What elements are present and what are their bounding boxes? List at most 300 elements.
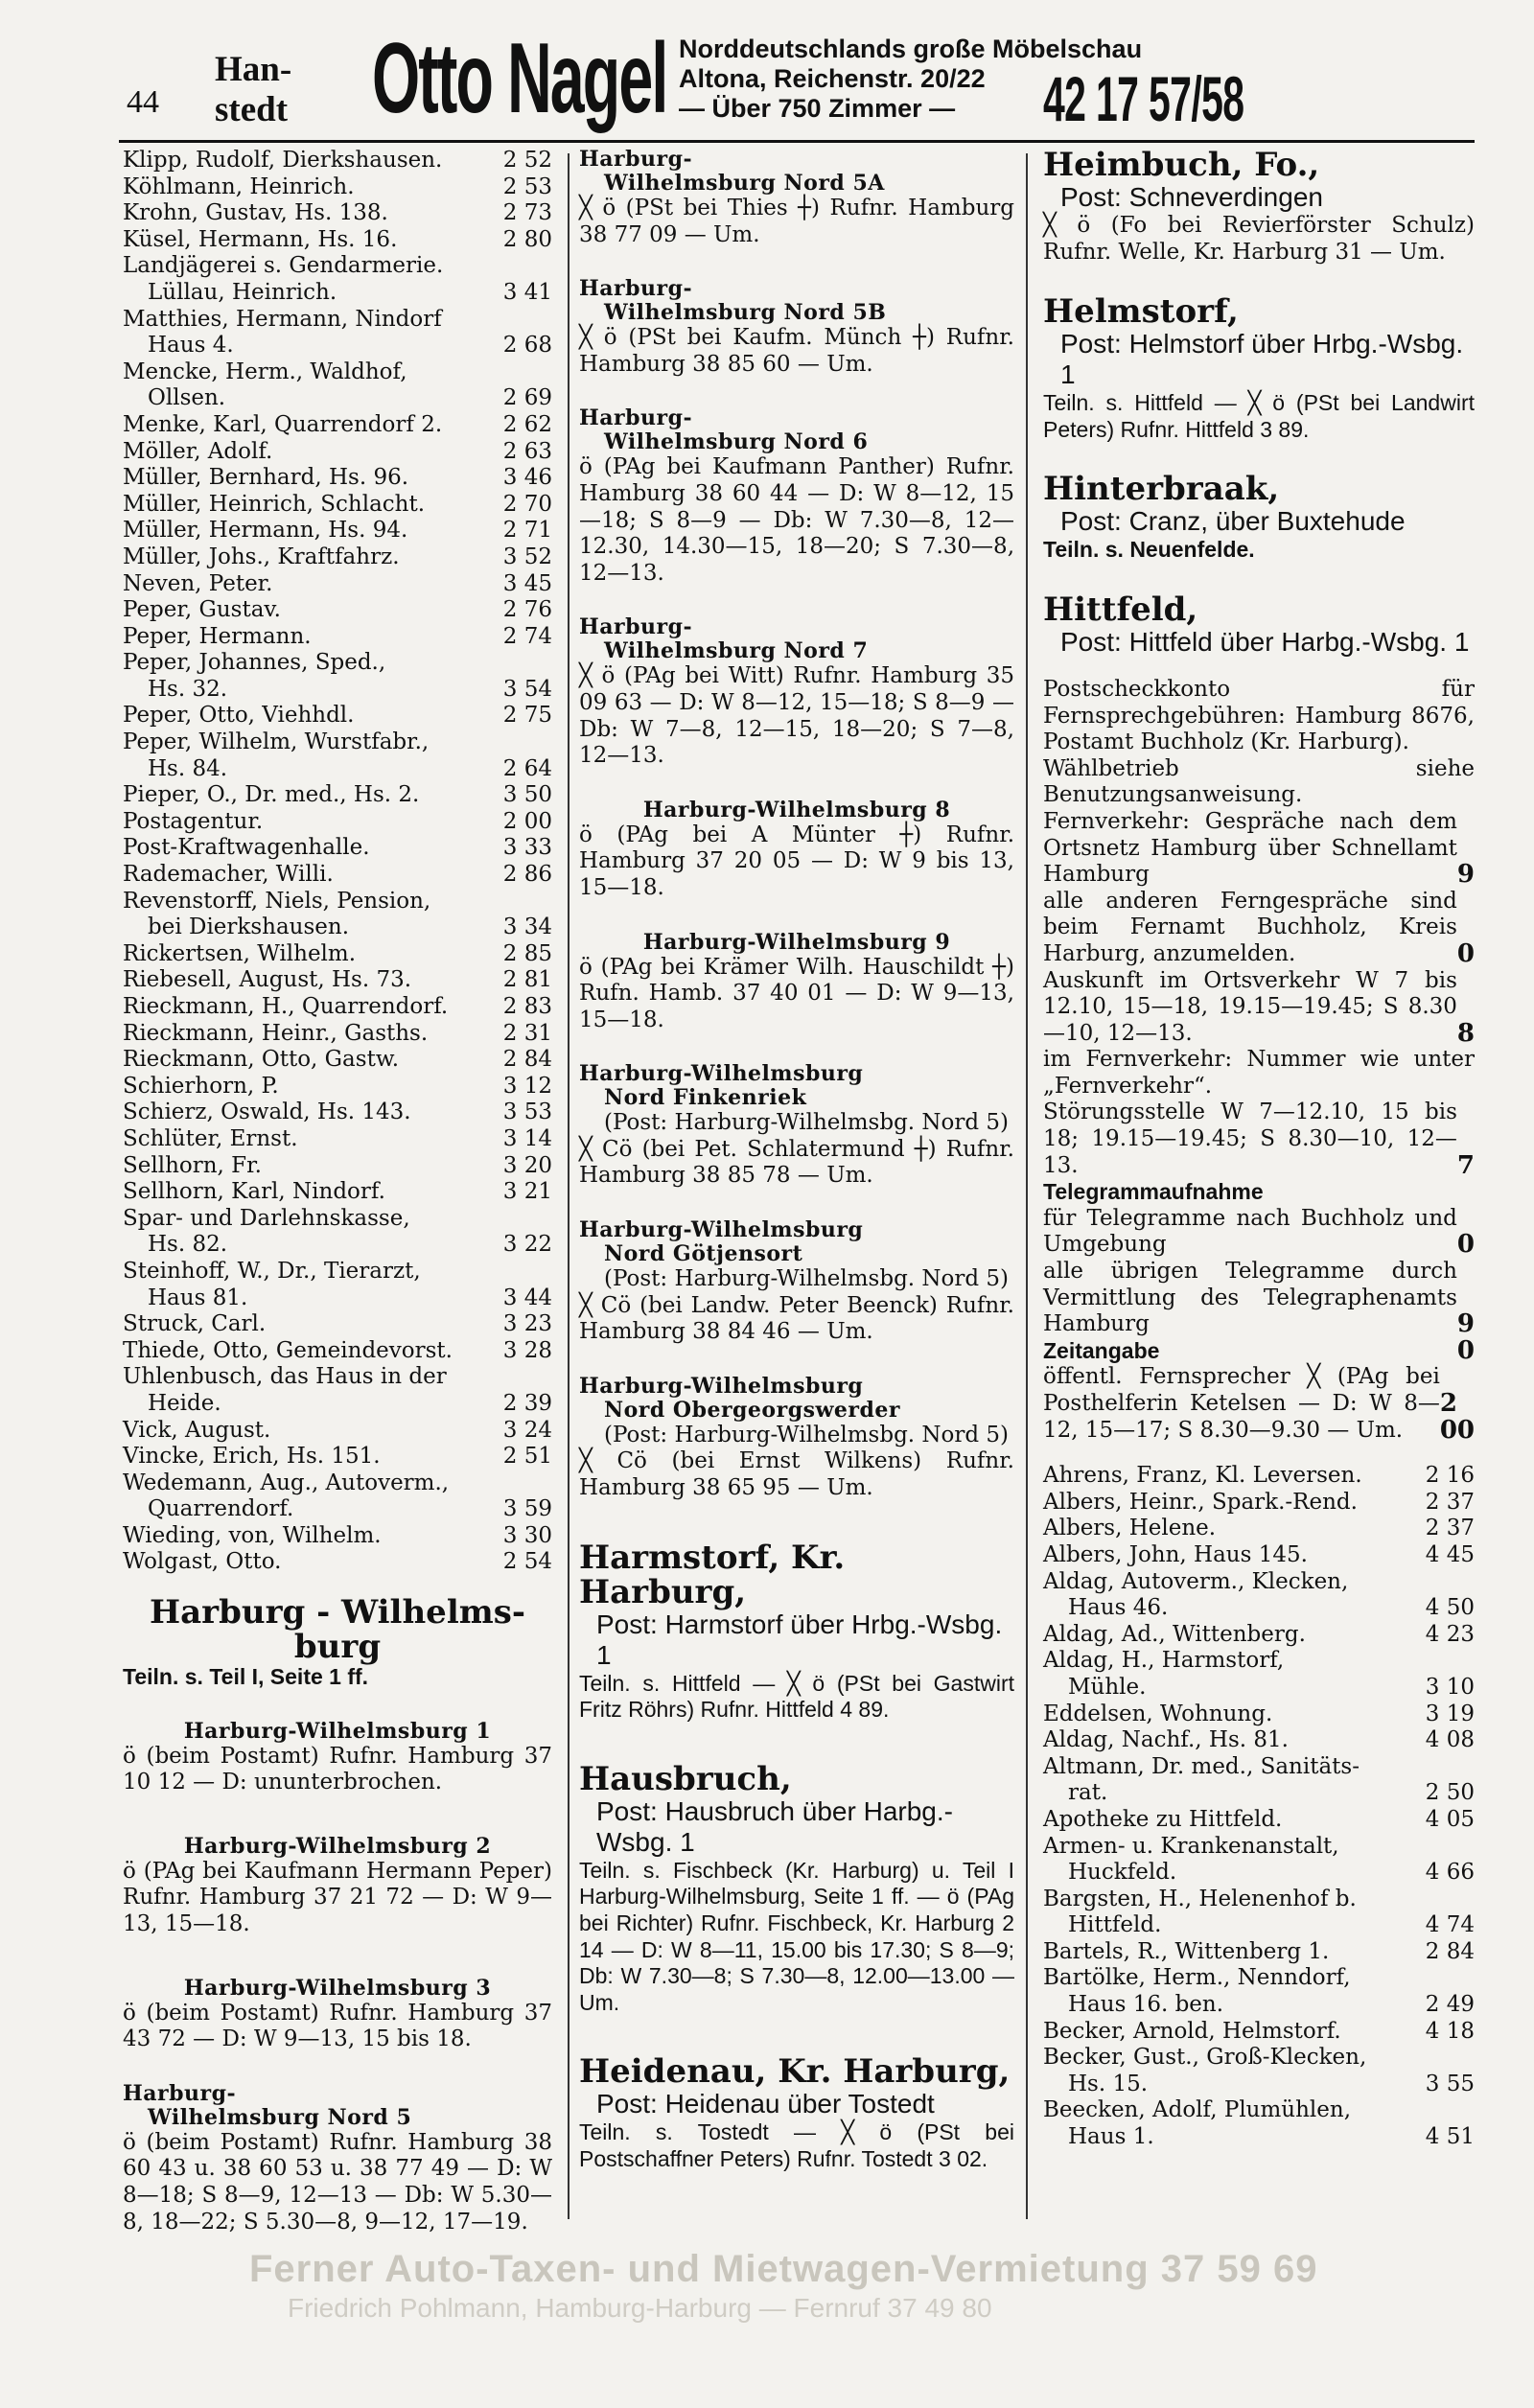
subscriber-name: Revenstorff, Niels, Pension, bbox=[123, 888, 431, 914]
place-heading bbox=[215, 50, 291, 130]
subscriber-name: Peper, Otto, Viehhdl. bbox=[123, 703, 355, 729]
list-item bbox=[123, 333, 552, 359]
list-item bbox=[1043, 1807, 1475, 1834]
subscriber-number: 2 50 bbox=[1425, 1780, 1475, 1806]
subscriber-number: 3 12 bbox=[502, 1073, 552, 1099]
place-text-hausbruch: Teiln. s. Fischbeck (Kr. Harburg) u. Teil I Harburg-Wilhelmsburg, Seite 1 ff. — ö (PAg bei Richter) Rufnr. Fischbeck, Kr. Harburg 2 14 — D: W 8—11, 15.00 bis 17.30; S 8—9; Db: W 7.30—8; S 7.30—8, 12.00—13.00 — Um. bbox=[579, 1857, 1014, 2015]
subscriber-number: 4 50 bbox=[1425, 1595, 1475, 1621]
service-fernverkehr-other-text: alle anderen Ferngespräche sind beim Fernamt Buchholz, Kreis Harburg, anzumelden. bbox=[1043, 888, 1457, 966]
subscriber-name: bei Dierkshausen. bbox=[148, 915, 350, 940]
list-item bbox=[123, 1391, 552, 1418]
list-item bbox=[1043, 2045, 1475, 2072]
subscriber-name: Hittfeld. bbox=[1068, 1912, 1162, 1938]
page-number: 44 bbox=[127, 84, 159, 120]
list-item bbox=[1043, 1490, 1475, 1517]
service-zeitangabe bbox=[1043, 1335, 1475, 1365]
office-text-hw3: ö (beim Postamt) Rufnr. Hamburg 37 43 72 — D: W 9—13, 15 bis 18. bbox=[123, 2000, 552, 2052]
list-item bbox=[1043, 1727, 1475, 1754]
service-fernverkehr bbox=[1043, 809, 1475, 889]
service-telegramm-heading: Telegrammaufnahme bbox=[1043, 1179, 1264, 1205]
place-heading-line2: stedt bbox=[215, 90, 289, 129]
office-title-obergeorgswerder bbox=[579, 1375, 1014, 1423]
subscriber-name: Steinhoff, W., Dr., Tierarzt, bbox=[123, 1258, 421, 1284]
list-item bbox=[123, 1311, 552, 1338]
office-post-obergeorgswerder: (Post: Harburg-Wilhelmsbg. Nord 5) bbox=[604, 1422, 1010, 1447]
list-item bbox=[123, 1232, 552, 1259]
subscriber-name: Landjägerei s. Gendarmerie. bbox=[123, 253, 444, 279]
place-post-hinterbraak: Post: Cranz, über Buxtehude bbox=[1060, 506, 1406, 537]
list-item bbox=[123, 967, 552, 994]
office-post-goetjensort: (Post: Harburg-Wilhelmsbg. Nord 5) bbox=[604, 1266, 1010, 1292]
subscriber-name: Becker, Gust., Groß-Klecken, bbox=[1043, 2045, 1367, 2071]
subscriber-name: Küsel, Hermann, Hs. 16. bbox=[123, 226, 398, 252]
office-title-goetjensort-line1: Harburg-Wilhelmsburg bbox=[579, 1217, 864, 1243]
list-item bbox=[1043, 1860, 1475, 1887]
subscriber-number: 3 23 bbox=[502, 1311, 552, 1337]
subscriber-name: Müller, Hermann, Hs. 94. bbox=[123, 518, 408, 544]
subscriber-name: Rickertsen, Wilhelm. bbox=[123, 940, 357, 966]
list-item bbox=[1043, 1516, 1475, 1542]
place-post-heidenau: Post: Heidenau über Tostedt bbox=[596, 2089, 935, 2119]
subscriber-number: 2 00 bbox=[502, 808, 552, 834]
office-title-nord5b bbox=[579, 277, 1014, 325]
office-title-hw8: Harburg-Wilhelmsburg 8 bbox=[642, 797, 951, 822]
list-item bbox=[123, 1470, 552, 1497]
subscriber-name: Klipp, Rudolf, Dierkshausen. bbox=[123, 148, 443, 173]
subscriber-name: Sellhorn, Fr. bbox=[123, 1152, 262, 1178]
office-title-goetjensort-line2: Nord Götjensort bbox=[604, 1241, 803, 1267]
list-item bbox=[123, 280, 552, 307]
list-item bbox=[1043, 1542, 1475, 1569]
service-stoerungsstelle-number: 7 bbox=[1456, 1150, 1475, 1180]
list-item bbox=[123, 465, 552, 492]
list-item bbox=[123, 756, 552, 783]
service-oeffentl-fernsprecher-number: 2 00 bbox=[1439, 1389, 1476, 1445]
subscriber-name: Ollsen. bbox=[148, 385, 226, 411]
subscriber-number: 3 44 bbox=[502, 1285, 552, 1310]
list-item bbox=[123, 492, 552, 519]
subscriber-number: 2 52 bbox=[502, 148, 552, 173]
subscriber-name: Schlüter, Ernst. bbox=[123, 1125, 298, 1151]
office-title-nord7-line1: Harburg- bbox=[579, 614, 693, 640]
subscriber-name: Aldag, Autoverm., Klecken, bbox=[1043, 1568, 1349, 1594]
office-text-obergeorgswerder: ╳ Cö (bei Ernst Wilkens) Rufnr. Hamburg 38 65 95 — Um. bbox=[579, 1448, 1014, 1501]
subscriber-name: Ahrens, Franz, Kl. Leversen. bbox=[1043, 1463, 1362, 1489]
subscriber-number: 3 21 bbox=[502, 1179, 552, 1205]
list-item bbox=[1043, 1912, 1475, 1939]
subscriber-name: Postagentur. bbox=[123, 808, 264, 834]
list-item bbox=[123, 835, 552, 862]
footer-advert-line2: Friedrich Pohlmann, Hamburg-Harburg — Fernruf 37 49 80 bbox=[288, 2293, 992, 2323]
subscriber-number: 2 49 bbox=[1425, 1992, 1475, 2018]
service-auskunft-number: 8 bbox=[1456, 1018, 1475, 1048]
subscriber-number: 4 18 bbox=[1425, 2018, 1475, 2044]
office-title-hw5-line2: Wilhelmsburg Nord 5 bbox=[148, 2104, 412, 2130]
service-fernverkehr-number: 9 bbox=[1456, 860, 1475, 890]
office-title-goetjensort bbox=[579, 1218, 1014, 1266]
subscriber-name: Rieckmann, Heinr., Gasths. bbox=[123, 1020, 429, 1046]
subscriber-name: Vick, August. bbox=[123, 1417, 271, 1443]
subscriber-number: 3 34 bbox=[502, 915, 552, 940]
office-title-hw5-line1: Harburg- bbox=[123, 2080, 237, 2106]
service-fernverkehr-text: Fernverkehr: Gespräche nach dem Ortsnetz Hamburg über Schnellamt Hamburg bbox=[1043, 808, 1457, 888]
column-2 bbox=[579, 148, 1014, 2173]
place-text-helmstorf: Teiln. s. Hittfeld — ╳ ö (PSt bei Landwirt Peters) Rufnr. Hittfeld 3 89. bbox=[1043, 390, 1475, 442]
place-heading-line1: Han- bbox=[215, 50, 292, 89]
office-title-nord6 bbox=[579, 406, 1014, 454]
office-title-nord6-line2: Wilhelmsburg Nord 6 bbox=[604, 429, 869, 455]
subscriber-number: 4 66 bbox=[1425, 1860, 1475, 1886]
subscriber-name: Hs. 32. bbox=[148, 676, 228, 702]
subscriber-name: Müller, Heinrich, Schlacht. bbox=[123, 491, 426, 517]
subscriber-number: 3 45 bbox=[502, 570, 552, 596]
subscriber-name: Heide. bbox=[148, 1390, 221, 1416]
subscriber-number: 2 86 bbox=[502, 862, 552, 888]
subscriber-name: Wedemann, Aug., Autoverm., bbox=[123, 1470, 450, 1495]
subscriber-name: Altmann, Dr. med., Sanitäts- bbox=[1043, 1753, 1360, 1779]
subscriber-name: Aldag, Nachf., Hs. 81. bbox=[1043, 1727, 1289, 1753]
subscriber-number: 3 33 bbox=[502, 835, 552, 861]
list-item bbox=[1043, 1939, 1475, 1966]
subscriber-name: Quarrendorf. bbox=[148, 1496, 294, 1522]
subscriber-list-hittfeld bbox=[1043, 1463, 1475, 2150]
office-title-nord5a-line2: Wilhelmsburg Nord 5A bbox=[604, 171, 885, 196]
column-divider-2 bbox=[1026, 153, 1028, 2219]
subscriber-number: 2 64 bbox=[502, 755, 552, 781]
subscriber-number: 4 23 bbox=[1425, 1621, 1475, 1647]
subscriber-number: 2 53 bbox=[502, 174, 552, 199]
list-item bbox=[1043, 2019, 1475, 2046]
list-item bbox=[1043, 1702, 1475, 1728]
office-title-nord7-line2: Wilhelmsburg Nord 7 bbox=[604, 638, 869, 664]
service-telegramm-other-text: alle übrigen Telegramme durch Vermittlung des Telegraphenamts Hamburg bbox=[1043, 1259, 1457, 1337]
list-item bbox=[123, 782, 552, 809]
subscriber-name: Aldag, Ad., Wittenberg. bbox=[1043, 1621, 1306, 1647]
subscriber-name: Haus 46. bbox=[1068, 1595, 1169, 1621]
service-telegramm-other-number: 9 bbox=[1456, 1309, 1475, 1339]
subscriber-name: Bartölke, Herm., Nenndorf, bbox=[1043, 1965, 1351, 1991]
section-note: Teiln. s. Teil I, Seite 1 ff. bbox=[123, 1664, 369, 1690]
list-item bbox=[123, 571, 552, 598]
hittfeld-waehlbetrieb: Wählbetrieb siehe Benutzungsanweisung. bbox=[1043, 755, 1475, 808]
footer-advert-line1: Ferner Auto-Taxen- und Mietwagen-Vermietung 37 59 69 bbox=[249, 2248, 1318, 2290]
office-text-finkenriek: ╳ Cö (bei Pet. Schlatermund ┼) Rufnr. Hamburg 38 85 78 — Um. bbox=[579, 1136, 1014, 1189]
subscriber-name: Möller, Adolf. bbox=[123, 438, 273, 464]
list-item bbox=[123, 1021, 552, 1048]
office-text-hw5: ö (beim Postamt) Rufnr. Hamburg 38 60 43 u. 38 60 53 u. 38 77 49 — D: W 8—18; S 8—9, 12—13 — Db: W 5.30—8, 18—22; S 5.30—8, 9—12, 17—19. bbox=[123, 2129, 552, 2234]
subscriber-name: Rieckmann, Otto, Gastw. bbox=[123, 1047, 400, 1073]
section-title-harburg-wilhelmsburg bbox=[123, 1593, 552, 1667]
subscriber-number: 2 71 bbox=[502, 518, 552, 544]
advert-phone: 42 17 57/58 bbox=[1043, 63, 1244, 134]
place-post-heimbuch: Post: Schneverdingen bbox=[1060, 182, 1323, 212]
place-text-heimbuch: ╳ ö (Fo bei Revierförster Schulz) Rufnr. Welle, Kr. Harburg 31 — Um. bbox=[1043, 213, 1475, 265]
service-telegramm-local-number: 0 bbox=[1456, 1230, 1475, 1260]
subscriber-number: 4 08 bbox=[1425, 1727, 1475, 1753]
subscriber-name: Peper, Gustav. bbox=[123, 597, 281, 623]
subscriber-name: Pieper, O., Dr. med., Hs. 2. bbox=[123, 782, 420, 808]
office-title-nord6-line1: Harburg- bbox=[579, 405, 693, 431]
list-item bbox=[123, 1418, 552, 1445]
subscriber-number: 3 30 bbox=[502, 1522, 552, 1548]
list-item bbox=[1043, 1754, 1475, 1781]
office-title-obergeorgswerder-line1: Harburg-Wilhelmsburg bbox=[579, 1373, 864, 1399]
subscriber-name: Hs. 15. bbox=[1068, 2071, 1149, 2096]
list-item bbox=[123, 1496, 552, 1523]
list-item bbox=[123, 994, 552, 1021]
office-title-hw5 bbox=[123, 2082, 552, 2130]
list-item bbox=[123, 597, 552, 624]
subscriber-number: 3 59 bbox=[502, 1496, 552, 1522]
subscriber-number: 3 50 bbox=[502, 782, 552, 808]
list-item bbox=[1043, 1887, 1475, 1913]
list-item bbox=[123, 1047, 552, 1074]
list-item bbox=[123, 1364, 552, 1391]
subscriber-name: Haus 1. bbox=[1068, 2124, 1154, 2150]
place-title-helmstorf: Helmstorf, bbox=[1043, 292, 1239, 332]
column-divider-1 bbox=[568, 153, 569, 2219]
subscriber-name: Armen- u. Krankenanstalt, bbox=[1043, 1833, 1339, 1859]
subscriber-name: Haus 16. ben. bbox=[1068, 1992, 1224, 2018]
subscriber-number: 4 74 bbox=[1425, 1912, 1475, 1938]
place-post-harmstorf: Post: Harmstorf über Hrbg.-Wsbg. 1 bbox=[596, 1609, 1003, 1670]
service-auskunft bbox=[1043, 968, 1475, 1048]
subscriber-name: Bargsten, H., Helenenhof b. bbox=[1043, 1886, 1357, 1911]
subscriber-name: Hs. 82. bbox=[148, 1232, 228, 1258]
subscriber-name: Köhlmann, Heinrich. bbox=[123, 174, 355, 199]
list-item bbox=[123, 650, 552, 677]
subscriber-number: 2 37 bbox=[1425, 1516, 1475, 1541]
place-post-hausbruch: Post: Hausbruch über Harbg.-Wsbg. 1 bbox=[596, 1795, 953, 1857]
subscriber-number: 2 75 bbox=[502, 703, 552, 729]
office-title-hw2: Harburg-Wilhelmsburg 2 bbox=[183, 1833, 492, 1859]
subscriber-number: 2 70 bbox=[502, 491, 552, 517]
subscriber-name: Mencke, Herm., Waldhof, bbox=[123, 359, 407, 384]
subscriber-name: Lüllau, Heinrich. bbox=[148, 279, 337, 305]
subscriber-name: Post-Kraftwagenhalle. bbox=[123, 835, 370, 861]
section-title-line1: Harburg - Wilhelms- bbox=[150, 1593, 525, 1632]
list-item bbox=[123, 227, 552, 254]
subscriber-name: Aldag, H., Harmstorf, bbox=[1043, 1648, 1285, 1674]
service-auskunft-fern: im Fernverkehr: Nummer wie unter „Fernverkehr“. bbox=[1043, 1047, 1475, 1099]
subscriber-number: 2 74 bbox=[502, 623, 552, 649]
office-text-hw1: ö (beim Postamt) Rufnr. Hamburg 37 10 12 — D: ununterbrochen. bbox=[123, 1743, 552, 1795]
place-title-hittfeld: Hittfeld, bbox=[1043, 590, 1198, 629]
subscriber-name: Rademacher, Willi. bbox=[123, 862, 334, 888]
list-item bbox=[1043, 1780, 1475, 1807]
office-post-finkenriek: (Post: Harburg-Wilhelmsbg. Nord 5) bbox=[604, 1110, 1010, 1136]
subscriber-name: Rieckmann, H., Quarrendorf. bbox=[123, 994, 449, 1019]
service-fernverkehr-other-number: 0 bbox=[1456, 938, 1475, 968]
subscriber-number: 2 69 bbox=[502, 385, 552, 411]
subscriber-number: 3 52 bbox=[502, 544, 552, 569]
subscriber-number: 3 20 bbox=[502, 1152, 552, 1178]
list-item bbox=[1043, 1622, 1475, 1649]
subscriber-name: Beecken, Adolf, Plumühlen, bbox=[1043, 2097, 1352, 2123]
subscriber-name: Sellhorn, Karl, Nindorf. bbox=[123, 1179, 385, 1205]
subscriber-name: Menke, Karl, Quarrendorf 2. bbox=[123, 411, 443, 437]
office-title-finkenriek-line1: Harburg-Wilhelmsburg bbox=[579, 1061, 864, 1087]
place-title-heimbuch: Heimbuch, Fo., bbox=[1043, 146, 1320, 184]
subscriber-name: Struck, Carl. bbox=[123, 1311, 267, 1337]
subscriber-number: 3 24 bbox=[502, 1417, 552, 1443]
place-title-hausbruch: Hausbruch, bbox=[579, 1759, 792, 1798]
subscriber-name: Albers, John, Haus 145. bbox=[1043, 1541, 1308, 1567]
column-1 bbox=[123, 148, 552, 2235]
list-item bbox=[123, 729, 552, 756]
office-title-finkenriek bbox=[579, 1062, 1014, 1110]
subscriber-name: Mühle. bbox=[1068, 1674, 1147, 1700]
column-3 bbox=[1043, 148, 1475, 2151]
hittfeld-postscheck: Postscheckkonto für Fernsprechgebühren: Hamburg 8676, Postamt Buchholz (Kr. Harburg). bbox=[1043, 676, 1475, 755]
list-item bbox=[123, 174, 552, 201]
subscriber-name: Haus 4. bbox=[148, 333, 234, 359]
subscriber-number: 4 05 bbox=[1425, 1806, 1475, 1832]
subscriber-number: 2 63 bbox=[502, 438, 552, 464]
subscriber-name: Albers, Heinr., Spark.-Rend. bbox=[1043, 1489, 1358, 1515]
service-zeitangabe-number: 0 bbox=[1456, 1335, 1475, 1365]
list-item bbox=[1043, 1834, 1475, 1861]
office-text-nord6: ö (PAg bei Kaufmann Panther) Rufnr. Hamburg 38 60 44 — D: W 8—12, 15—18; S 8—9 — Db: W 7.30—8, 12—12.30, 14.30—15, 18—20; S 7.30—8, 12—13. bbox=[579, 454, 1014, 586]
subscriber-name: Riebesell, August, Hs. 73. bbox=[123, 967, 412, 993]
subscriber-name: Matthies, Hermann, Nindorf bbox=[123, 306, 442, 332]
subscriber-number: 3 10 bbox=[1425, 1674, 1475, 1700]
advert-logo: Otto Nagel bbox=[372, 23, 667, 134]
list-item bbox=[123, 200, 552, 227]
subscriber-name: rat. bbox=[1068, 1780, 1108, 1806]
office-text-hw8: ö (PAg bei A Münter ┼) Rufnr. Hamburg 37 20 05 — D: W 9 bis 13, 15—18. bbox=[579, 822, 1014, 900]
list-item bbox=[123, 862, 552, 889]
subscriber-number: 2 73 bbox=[502, 200, 552, 226]
list-item bbox=[123, 1206, 552, 1233]
subscriber-name: Haus 81. bbox=[148, 1285, 248, 1310]
list-item bbox=[123, 1523, 552, 1550]
service-oeffentl-fernsprecher-text: öffentl. Fernsprecher ╳ (PAg bei Posthelferin Ketelsen — D: W 8—12, 15—17; S 8.30—9.30 — Um. bbox=[1043, 1364, 1440, 1443]
service-fernverkehr-other bbox=[1043, 889, 1475, 968]
list-item bbox=[123, 544, 552, 571]
subscriber-number: 3 54 bbox=[502, 676, 552, 702]
subscriber-name: Uhlenbusch, das Haus in der bbox=[123, 1364, 447, 1390]
place-text-harmstorf: Teiln. s. Hittfeld — ╳ ö (PSt bei Gastwirt Fritz Röhrs) Rufnr. Hittfeld 4 89. bbox=[579, 1670, 1014, 1723]
subscriber-number: 3 46 bbox=[502, 465, 552, 491]
place-title-heidenau: Heidenau, Kr. Harburg, bbox=[579, 2052, 1011, 2092]
service-auskunft-text: Auskunft im Ortsverkehr W 7 bis 12.10, 15—18, 19.15—19.45; S 8.30—10, 12—13. bbox=[1043, 967, 1457, 1046]
subscriber-number: 3 41 bbox=[502, 279, 552, 305]
list-item bbox=[123, 385, 552, 412]
subscriber-number: 2 80 bbox=[502, 226, 552, 252]
subscriber-name: Schierhorn, P. bbox=[123, 1073, 279, 1099]
place-post-hittfeld: Post: Hittfeld über Harbg.-Wsbg. 1 bbox=[1060, 626, 1470, 657]
list-item bbox=[1043, 1965, 1475, 1992]
list-item bbox=[1043, 1675, 1475, 1702]
list-item bbox=[123, 1549, 552, 1576]
place-text-hinterbraak: Teiln. s. Neuenfelde. bbox=[1043, 537, 1255, 563]
subscriber-name: Spar- und Darlehnskasse, bbox=[123, 1205, 410, 1231]
subscriber-name: Peper, Hermann. bbox=[123, 623, 312, 649]
subscriber-name: Müller, Johs., Kraftfahrz. bbox=[123, 544, 400, 569]
office-title-nord5a bbox=[579, 148, 1014, 196]
subscriber-number: 3 14 bbox=[502, 1125, 552, 1151]
place-post-helmstorf: Post: Helmstorf über Hrbg.-Wsbg. 1 bbox=[1060, 329, 1464, 390]
list-item bbox=[123, 1126, 552, 1153]
subscriber-number: 4 51 bbox=[1425, 2124, 1475, 2150]
subscriber-name: Krohn, Gustav, Hs. 138. bbox=[123, 200, 388, 226]
list-item bbox=[123, 1338, 552, 1365]
list-item bbox=[123, 809, 552, 836]
service-telegramm-other bbox=[1043, 1259, 1475, 1338]
list-item bbox=[123, 307, 552, 334]
subscriber-name: Neven, Peter. bbox=[123, 570, 273, 596]
office-text-nord5a: ╳ ö (PSt bei Thies ┼) Rufnr. Hamburg 38 77 09 — Um. bbox=[579, 196, 1014, 247]
list-item bbox=[123, 1285, 552, 1312]
subscriber-number: 2 83 bbox=[502, 994, 552, 1019]
subscriber-number: 2 39 bbox=[502, 1390, 552, 1416]
list-item bbox=[123, 359, 552, 386]
subscriber-name: Eddelsen, Wohnung. bbox=[1043, 1701, 1273, 1726]
subscriber-number: 3 19 bbox=[1425, 1701, 1475, 1726]
subscriber-name: Vincke, Erich, Hs. 151. bbox=[123, 1444, 381, 1470]
subscriber-number: 3 28 bbox=[502, 1337, 552, 1363]
list-item bbox=[123, 677, 552, 704]
subscriber-name: Apotheke zu Hittfeld. bbox=[1043, 1806, 1283, 1832]
service-stoerungsstelle-text: Störungsstelle W 7—12.10, 15 bis 18; 19.15—19.45; S 8.30—10, 12—13. bbox=[1043, 1100, 1457, 1178]
subscriber-name: Schierz, Oswald, Hs. 143. bbox=[123, 1100, 411, 1125]
subscriber-number: 2 85 bbox=[502, 940, 552, 966]
service-telegramm-local-text: für Telegramme nach Buchholz und Umgebung bbox=[1043, 1205, 1457, 1258]
service-zeitangabe-text: Zeitangabe bbox=[1043, 1337, 1160, 1363]
office-title-nord7 bbox=[579, 615, 1014, 663]
list-item bbox=[123, 439, 552, 466]
office-text-hw9: ö (PAg bei Krämer Wilh. Hauschildt ┼) Rufn. Hamb. 37 40 01 — D: W 9—13, 15—18. bbox=[579, 954, 1014, 1032]
subscriber-number: 2 54 bbox=[502, 1549, 552, 1575]
list-item bbox=[123, 1444, 552, 1470]
subscriber-list-hanstedt bbox=[123, 148, 552, 1576]
subscriber-name: Huckfeld. bbox=[1068, 1860, 1177, 1886]
subscriber-name: Müller, Bernhard, Hs. 96. bbox=[123, 465, 409, 491]
office-text-goetjensort: ╳ Cö (bei Landw. Peter Beenck) Rufnr. Hamburg 38 84 46 — Um. bbox=[579, 1292, 1014, 1345]
subscriber-name: Peper, Johannes, Sped., bbox=[123, 650, 386, 676]
subscriber-number: 4 45 bbox=[1425, 1541, 1475, 1567]
list-item bbox=[1043, 1648, 1475, 1675]
office-title-nord5b-line2: Wilhelmsburg Nord 5B bbox=[604, 300, 887, 326]
subscriber-name: Bartels, R., Wittenberg 1. bbox=[1043, 1938, 1330, 1964]
list-item bbox=[1043, 2097, 1475, 2124]
list-item bbox=[123, 1179, 552, 1206]
office-title-nord5a-line1: Harburg- bbox=[579, 147, 693, 172]
advert-line1: Norddeutschlands große Möbelschau bbox=[679, 35, 1143, 63]
list-item bbox=[123, 941, 552, 968]
list-item bbox=[123, 1074, 552, 1100]
section-title-line2: burg bbox=[293, 1628, 382, 1667]
subscriber-name: Becker, Arnold, Helmstorf. bbox=[1043, 2018, 1341, 2044]
subscriber-number: 3 22 bbox=[502, 1232, 552, 1258]
place-title-harmstorf: Harmstorf, Kr. Harburg, bbox=[579, 1538, 846, 1611]
subscriber-name: Hs. 84. bbox=[148, 755, 228, 781]
office-text-nord5b: ╳ ö (PSt bei Kaufm. Münch ┼) Rufnr. Hamburg 38 85 60 — Um. bbox=[579, 325, 1014, 377]
list-item bbox=[123, 253, 552, 280]
list-item bbox=[123, 412, 552, 439]
subscriber-number: 2 84 bbox=[1425, 1938, 1475, 1964]
subscriber-number: 2 16 bbox=[1425, 1463, 1475, 1489]
service-oeffentl-fernsprecher bbox=[1043, 1364, 1475, 1444]
list-item bbox=[123, 624, 552, 651]
subscriber-name: Wieding, von, Wilhelm. bbox=[123, 1522, 382, 1548]
subscriber-number: 2 51 bbox=[502, 1444, 552, 1470]
subscriber-number: 2 62 bbox=[502, 411, 552, 437]
list-item bbox=[123, 518, 552, 544]
subscriber-number: 2 31 bbox=[502, 1020, 552, 1046]
subscriber-name: Wolgast, Otto. bbox=[123, 1549, 282, 1575]
